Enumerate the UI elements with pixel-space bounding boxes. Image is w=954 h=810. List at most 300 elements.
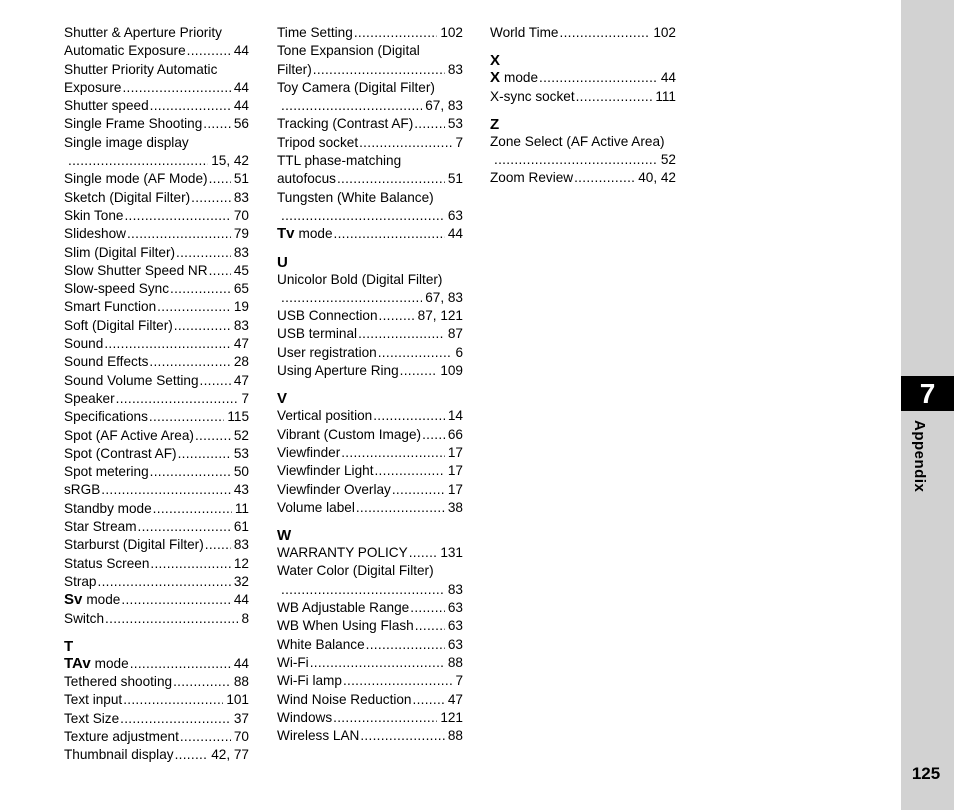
index-term-continued: Filter) (277, 61, 312, 77)
index-entry (277, 709, 463, 727)
index-page-ref: 17 (447, 444, 463, 460)
dot-leader (359, 134, 452, 152)
index-entry-line (277, 426, 463, 444)
index-term: WB Adjustable Range (277, 600, 410, 616)
index-term-wrap (64, 244, 175, 262)
index-page-ref: 17 (447, 481, 463, 497)
index-term-wrap (490, 88, 575, 106)
page-number: 125 (911, 764, 941, 783)
dot-leader (410, 599, 445, 617)
chapter-number-badge: 7 (901, 376, 954, 411)
index-entry-line (64, 42, 249, 60)
index-entry-line (277, 24, 463, 42)
index-page-ref: 70 (233, 207, 249, 223)
index-term-wrap (64, 390, 115, 408)
index-entry-line (64, 463, 249, 481)
index-term-wrap (64, 353, 148, 371)
dot-leader (98, 573, 231, 591)
index-term-wrap (64, 189, 190, 207)
index-entry (64, 691, 249, 709)
index-page-ref: 14 (447, 408, 463, 424)
index-term-continued: Automatic Exposure (64, 43, 186, 59)
index-entry (277, 426, 463, 444)
index-term: mode (94, 655, 129, 671)
index-column-2 (277, 24, 463, 745)
dot-leader (415, 617, 445, 635)
index-entry-line (277, 170, 463, 188)
dot-leader (360, 727, 445, 745)
index-entry-line (277, 307, 463, 325)
index-term: Slim (Digital Filter) (64, 244, 176, 260)
index-term-wrap (277, 462, 373, 480)
index-term-wrap (64, 500, 152, 518)
index-term: Wireless LAN (277, 728, 360, 744)
index-entry (64, 24, 249, 61)
index-term-wrap (277, 727, 359, 745)
index-entry-line (64, 408, 249, 426)
index-entry (64, 280, 249, 298)
index-term-wrap (64, 317, 173, 335)
index-page-ref: 83 (233, 189, 249, 205)
dot-leader (409, 544, 438, 562)
index-term: Wi-Fi (277, 654, 309, 670)
index-term: Tungsten (White Balance) (277, 189, 434, 205)
index-entry (277, 499, 463, 517)
index-page-ref: 6 (455, 344, 463, 360)
dot-leader (281, 207, 445, 225)
index-entry-line (64, 573, 249, 591)
index-entry (64, 408, 249, 426)
index-entry (277, 152, 463, 189)
index-entry (64, 655, 249, 673)
index-entry (64, 500, 249, 518)
dot-leader (209, 262, 231, 280)
index-term: Windows (277, 709, 333, 725)
dot-leader (333, 709, 437, 727)
index-term: Spot (AF Active Area) (64, 427, 194, 443)
index-term-wrap (64, 655, 129, 673)
index-term: TTL phase-matching (277, 153, 402, 169)
dot-leader (205, 536, 231, 554)
dot-leader (354, 24, 438, 42)
index-entry (64, 673, 249, 691)
dot-leader (494, 151, 658, 169)
dot-leader (422, 426, 445, 444)
dot-leader (191, 189, 231, 207)
index-entry-line (64, 335, 249, 353)
index-entry-line (64, 536, 249, 554)
index-term: Tethered shooting (64, 674, 173, 690)
index-entry-line (64, 555, 249, 573)
index-entry-line (277, 672, 463, 690)
index-page-ref: 87, 121 (417, 308, 463, 324)
index-entry (277, 654, 463, 672)
index-term-wrap (64, 427, 194, 445)
index-entry-line (277, 599, 463, 617)
index-term: Text Size (64, 710, 120, 726)
index-term: Specifications (64, 409, 148, 425)
index-entry (490, 69, 676, 87)
index-entry (277, 362, 463, 380)
index-term: mode (298, 226, 333, 242)
index-entry (277, 444, 463, 462)
index-entry-line (277, 325, 463, 343)
index-term-wrap (64, 97, 149, 115)
index-page-ref: 50 (233, 464, 249, 480)
index-term: Shutter & Aperture Priority (64, 25, 222, 40)
index-term: Tone Expansion (Digital (277, 43, 420, 59)
index-term-wrap (277, 444, 340, 462)
index-term: White Balance (277, 636, 365, 652)
index-entry (64, 189, 249, 207)
index-page-ref: 44 (233, 592, 249, 608)
index-term-wrap (64, 536, 204, 554)
dot-leader (373, 407, 445, 425)
index-page-ref: 56 (233, 116, 249, 132)
dot-leader (358, 325, 445, 343)
index-term: sRGB (64, 482, 101, 498)
index-page-ref: 43 (233, 482, 249, 498)
index-entry-line (277, 481, 463, 499)
index-entry-line (277, 499, 463, 517)
dot-leader (343, 672, 452, 690)
index-entry (64, 115, 249, 133)
index-page-ref: 79 (233, 226, 249, 242)
index-term: USB terminal (277, 326, 358, 342)
index-page-ref: 83 (447, 581, 463, 597)
index-page-ref: 102 (440, 25, 463, 40)
index-page-ref: 7 (455, 134, 463, 150)
index-entry (277, 42, 463, 79)
dot-leader (178, 445, 231, 463)
index-term: Sound Effects (64, 354, 149, 370)
index-entry-line (64, 207, 249, 225)
index-term-wrap (277, 617, 414, 635)
index-term: WB When Using Flash (277, 618, 414, 634)
index-column-3 (490, 24, 676, 188)
index-term: Status Screen (64, 555, 150, 571)
dot-leader (313, 61, 445, 79)
index-term-wrap (64, 372, 199, 390)
index-page-ref: 8 (241, 610, 249, 626)
mode-symbol: Tv (277, 225, 295, 243)
index-term-wrap (64, 555, 149, 573)
index-term: Skin Tone (64, 207, 124, 223)
index-page-ref: 47 (233, 372, 249, 388)
index-page-ref: 70 (233, 728, 249, 744)
index-entry (64, 573, 249, 591)
index-entry-line (64, 317, 249, 335)
index-term: Time Setting (277, 25, 353, 40)
index-entry (64, 710, 249, 728)
index-term: Shutter Priority Automatic (64, 61, 218, 77)
index-term: Tracking (Contrast AF) (277, 116, 414, 132)
index-entry (64, 427, 249, 445)
dot-leader (173, 673, 231, 691)
index-entry-line (64, 673, 249, 691)
index-entry-line (64, 481, 249, 499)
index-entry (64, 225, 249, 243)
index-entry (277, 225, 463, 243)
index-term: Wi-Fi lamp (277, 673, 342, 689)
index-entry (64, 481, 249, 499)
index-term-wrap (64, 280, 169, 298)
index-term-wrap (64, 170, 208, 188)
index-term: Text input (64, 692, 123, 708)
index-entry (277, 407, 463, 425)
index-page-ref: 87 (447, 326, 463, 342)
index-entry-line (277, 581, 463, 599)
dot-leader (414, 115, 445, 133)
index-term-wrap (64, 591, 120, 609)
dot-leader (203, 115, 231, 133)
index-page-ref: 63 (447, 636, 463, 652)
index-term-wrap (64, 673, 172, 691)
index-page-ref: 7 (455, 673, 463, 689)
index-term: Sound Volume Setting (64, 372, 199, 388)
index-term-wrap (64, 573, 97, 591)
dot-leader (170, 280, 231, 298)
index-entry (277, 189, 463, 226)
index-page-ref: 51 (447, 171, 463, 187)
index-entry-line (64, 262, 249, 280)
index-page-ref: 83 (447, 61, 463, 77)
index-entry-line (277, 289, 463, 307)
index-page-ref: 63 (447, 600, 463, 616)
index-entry (277, 562, 463, 599)
index-page-ref: 131 (440, 545, 463, 561)
index-term-wrap (64, 207, 123, 225)
index-page-ref: 44 (233, 79, 249, 95)
index-entry-line (277, 636, 463, 654)
index-term: Sound (64, 336, 104, 352)
index-page-ref: 109 (440, 363, 463, 379)
index-entry-line (277, 544, 463, 562)
index-term: Using Aperture Ring (277, 363, 399, 379)
index-entry-line (64, 115, 249, 133)
index-page-ref: 42, 77 (211, 747, 249, 763)
index-term-wrap (490, 69, 538, 87)
dot-leader (180, 728, 231, 746)
index-term-wrap (490, 169, 573, 187)
dot-leader (574, 169, 635, 187)
index-term: Shutter speed (64, 98, 149, 114)
index-term-wrap (277, 691, 412, 709)
dot-leader (150, 555, 230, 573)
index-page-ref: 28 (233, 354, 249, 370)
index-entry (277, 599, 463, 617)
index-term-wrap (64, 463, 149, 481)
dot-leader (209, 170, 231, 188)
index-term-wrap (277, 407, 372, 425)
index-entry (64, 610, 249, 628)
index-term-wrap (277, 134, 358, 152)
index-entry (277, 672, 463, 690)
dot-leader (413, 691, 445, 709)
index-term-wrap (64, 225, 126, 243)
index-page-ref: 37 (233, 710, 249, 726)
index-page-ref: 83 (233, 317, 249, 333)
index-entry-line (277, 344, 463, 362)
index-entry (277, 115, 463, 133)
index-page-ref: 121 (440, 709, 463, 725)
dot-leader (310, 654, 445, 672)
index-entry (277, 544, 463, 562)
index-entry (64, 463, 249, 481)
index-term: Vertical position (277, 408, 373, 424)
index-page-ref: 19 (233, 299, 249, 315)
index-page-ref: 53 (447, 116, 463, 132)
index-entry-line (277, 115, 463, 133)
index-entry-line (64, 427, 249, 445)
index-term-wrap (64, 710, 119, 728)
index-term: mode (86, 592, 121, 608)
index-term: Zone Select (AF Active Area) (490, 133, 665, 149)
index-entry-line (277, 362, 463, 380)
index-page-ref: 45 (233, 262, 249, 278)
index-entry (277, 307, 463, 325)
index-entry (490, 88, 676, 106)
index-entry-line (277, 225, 463, 243)
index-term: Toy Camera (Digital Filter) (277, 79, 435, 95)
dot-leader (150, 97, 231, 115)
index-term: Standby mode (64, 500, 152, 516)
index-entry-line (277, 617, 463, 635)
index-term: Single image display (64, 134, 189, 150)
index-term-wrap (277, 115, 413, 133)
index-entry (277, 24, 463, 42)
index-entry (490, 24, 676, 42)
index-page-ref: 44 (660, 70, 676, 86)
index-term: Water Color (Digital Filter) (277, 563, 434, 579)
index-entry (64, 170, 249, 188)
index-entry (277, 617, 463, 635)
index-term-wrap (64, 728, 179, 746)
index-entry-line (277, 709, 463, 727)
index-term: User registration (277, 344, 377, 360)
index-term: mode (504, 70, 539, 86)
index-page-ref: 44 (447, 226, 463, 242)
index-page-ref: 47 (233, 336, 249, 352)
dot-leader (187, 42, 231, 60)
index-entry-line (277, 654, 463, 672)
index-term-wrap (64, 481, 100, 499)
index-section-letter: Z (490, 115, 500, 133)
index-entry (64, 244, 249, 262)
index-term: Tripod socket (277, 134, 359, 150)
dot-leader (68, 152, 208, 170)
index-term-wrap (277, 544, 408, 562)
index-term-wrap (277, 344, 377, 362)
index-page-ref: 63 (447, 618, 463, 634)
index-page-ref: 67, 83 (425, 98, 463, 114)
dot-leader (392, 481, 445, 499)
index-entry-line (277, 691, 463, 709)
index-entry-line (64, 225, 249, 243)
index-entry (277, 691, 463, 709)
index-entry-line (64, 79, 249, 97)
index-page-ref: 52 (660, 152, 676, 168)
index-entry (277, 134, 463, 152)
dot-leader (153, 500, 232, 518)
dot-leader (101, 481, 231, 499)
index-entry (277, 727, 463, 745)
dot-leader (281, 97, 422, 115)
index-entry (64, 746, 249, 764)
index-entry-line (277, 444, 463, 462)
index-entry-line (277, 407, 463, 425)
index-term: Zoom Review (490, 170, 574, 186)
index-page-ref: 88 (233, 674, 249, 690)
index-term-wrap (277, 362, 399, 380)
index-term: X-sync socket (490, 88, 575, 104)
dot-leader (341, 444, 445, 462)
index-entry-line (64, 445, 249, 463)
index-entry (277, 271, 463, 308)
index-term: Star Stream (64, 519, 137, 535)
index-entry-line (64, 372, 249, 390)
index-section-letter: V (277, 390, 288, 408)
dot-leader (124, 207, 230, 225)
index-entry (277, 636, 463, 654)
dot-leader (366, 636, 445, 654)
dot-leader (379, 307, 415, 325)
dot-leader (576, 88, 653, 106)
index-entry-line (64, 353, 249, 371)
index-entry (64, 518, 249, 536)
index-entry-line (277, 97, 463, 115)
index-entry-line (490, 24, 676, 42)
index-page-ref: 44 (233, 655, 249, 671)
index-page-ref: 47 (447, 691, 463, 707)
index-entry-line (64, 746, 249, 764)
index-entry-line (64, 152, 249, 170)
index-term-wrap (277, 709, 332, 727)
index-entry-line (277, 61, 463, 79)
index-term-wrap (277, 499, 355, 517)
index-term: Texture adjustment (64, 728, 179, 744)
index-entry-line (490, 88, 676, 106)
index-entry (277, 462, 463, 480)
index-term: Spot metering (64, 464, 149, 480)
mode-symbol: Sv (64, 591, 83, 609)
index-page-ref: 102 (653, 25, 676, 40)
index-term: Sketch (Digital Filter) (64, 189, 191, 205)
index-page-ref: 7 (241, 390, 249, 406)
dot-leader (174, 317, 231, 335)
index-section-letter: W (277, 527, 292, 545)
index-term: Viewfinder Light (277, 463, 374, 479)
index-page-ref: 15, 42 (211, 153, 249, 169)
index-entry-line (64, 610, 249, 628)
index-term: Thumbnail display (64, 747, 174, 763)
index-entry-line (277, 727, 463, 745)
index-entry (64, 372, 249, 390)
index-term-wrap (277, 225, 333, 243)
index-entry-line (64, 591, 249, 609)
index-page-ref: 40, 42 (638, 170, 676, 186)
index-entry-line (64, 170, 249, 188)
index-term-wrap (277, 24, 353, 42)
index-entry (64, 97, 249, 115)
dot-leader (121, 591, 231, 609)
index-page-ref: 53 (233, 445, 249, 461)
index-entry-line (64, 518, 249, 536)
index-term: World Time (490, 25, 559, 40)
index-entry-line (277, 462, 463, 480)
dot-leader (130, 655, 231, 673)
index-term: Switch (64, 610, 105, 626)
